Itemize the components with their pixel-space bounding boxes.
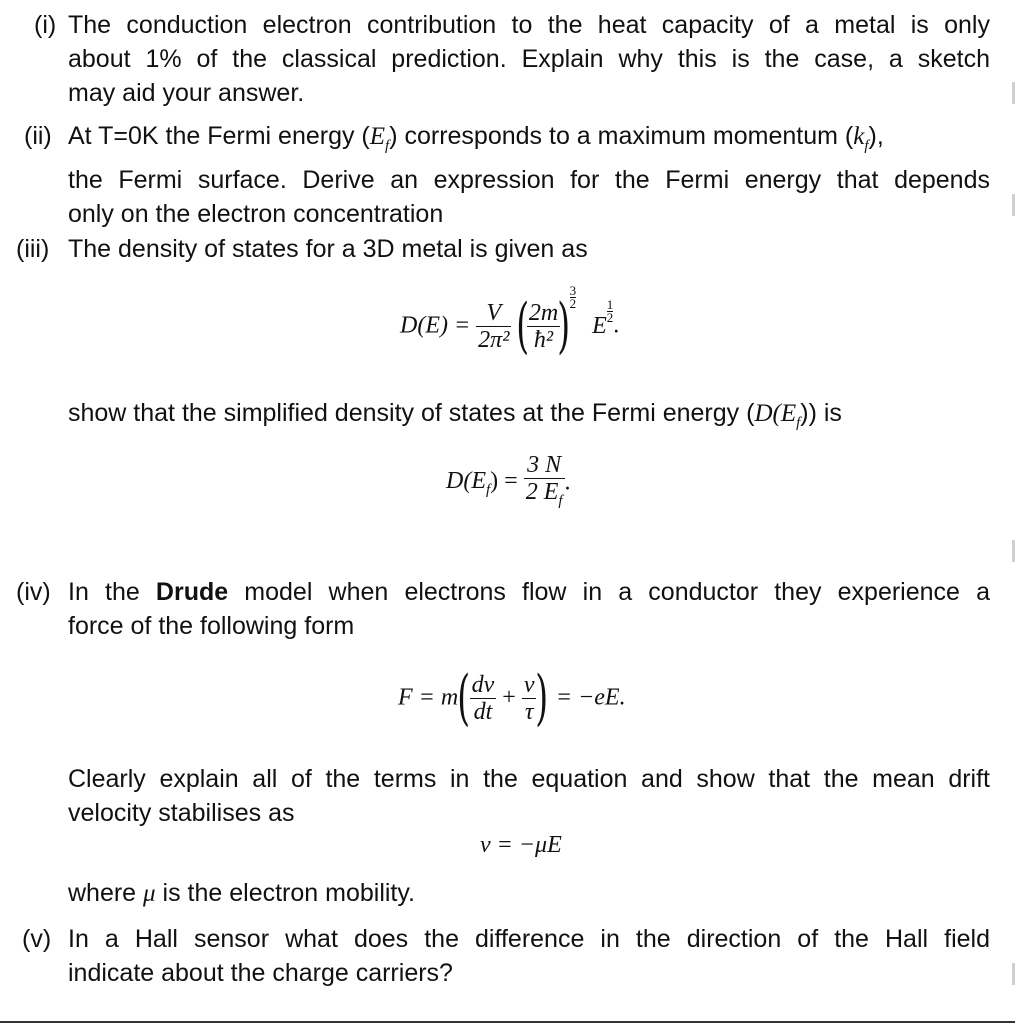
question-5-text [68,922,990,990]
q4-text-a: In the [68,578,156,606]
question-4-where-body [68,876,990,911]
force-fraction-2-denominator: τ [524,698,534,725]
question-4-line-1 [68,575,990,609]
question-3-show [0,396,1015,432]
dos-fraction-1-denominator: 2π² [478,326,510,353]
dos-fraction-2-numerator: 2m [528,299,559,326]
question-4-line-2: force of the following form [68,612,355,640]
dos-exponent: 3 2 [569,283,577,312]
fermi-dos-lhs-end: ) = [490,467,518,494]
question-5 [0,922,1015,992]
question-2-text [68,119,990,231]
dos-fraction-1-numerator: V [476,300,511,327]
question-3-intro-body [68,232,990,266]
fermi-dos-numerator [524,452,565,479]
drude-force-equation [398,663,626,738]
question-4-text [68,575,990,643]
question-2-line-1-wrapper [68,119,884,163]
where-text-b: is the electron mobility. [155,879,415,907]
fermi-dos-denominator-text: 2 E [525,479,559,505]
fermi-dos-denominator [524,479,565,514]
fermi-dos-end: . [564,469,571,496]
fermi-energy-subscript: f [385,138,390,154]
force-fraction-2-numerator: v [523,671,535,698]
drift-velocity: v = −μE [480,832,562,858]
where-text-a: where [68,879,144,907]
question-1-line-3: may aid your answer. [68,79,305,107]
question-5-number: (v) [22,925,52,953]
fermi-dos-denominator-sub: f [558,492,563,509]
dos-end: . [613,312,620,339]
show-text-b: )) is [800,399,842,427]
dos-fraction-1 [476,300,511,353]
show-subscript: f [796,415,801,431]
force-plus: + [502,684,516,711]
question-4-explain-body [68,762,990,830]
drude-bold: Drude [155,578,229,606]
question-2-line-3: only on the electron concentration [68,200,444,228]
q4-explain-line-2: velocity stabilises as [68,799,295,827]
fermi-dos-lhs-sub: f [485,481,491,498]
question-2-text-a: At T=0K the Fermi energy ( [68,122,370,150]
question-2-number: (ii) [24,122,52,150]
question-2-line-1 [68,119,990,163]
question-1-line-1: The conduction electron contribution to the heat capacity of a metal is only [68,11,990,39]
question-5-line-2: indicate about the charge carriers? [68,959,453,987]
question-3-intro-text: The density of states for a 3D metal is given as [68,235,588,263]
question-3-show-body [68,396,990,440]
question-3-intro [0,232,1015,268]
question-4-explain [0,762,1015,832]
force-fraction-1-numerator: dv [471,671,495,698]
question-5-line-1: In a Hall sensor what does the difference in the direction of the Hall field [68,925,990,953]
show-text-a: show that the simplified density of states at the Fermi energy ( [68,399,755,427]
show-symbol: D(E [754,400,797,427]
force-fraction-2 [522,672,537,725]
fermi-energy-symbol: E [369,123,386,150]
question-1-number: (i) [34,11,57,39]
question-3-number: (iii) [16,235,50,263]
question-3-show-line [68,396,990,440]
question-2-text-c: ), [868,122,884,150]
question-1 [0,8,1015,112]
fermi-momentum-symbol: k [853,123,865,150]
force-left-paren: ( [457,663,471,733]
mobility-symbol: μ [143,880,156,907]
dos-fraction-2 [527,300,560,353]
fermi-dos-lhs [446,467,518,498]
drift-velocity-equation [480,832,562,859]
question-2 [0,119,1015,228]
fermi-momentum-subscript: f [864,138,869,154]
left-paren: ( [516,291,530,361]
bottom-rule [0,1021,1015,1023]
question-4-where [0,876,1015,912]
question-1-text [68,8,990,110]
q4-text-b: model when electrons flow in a conductor they experience a [228,578,990,606]
fermi-dos-fraction [524,452,565,514]
question-1-line-2: about 1% of the classical prediction. Explain why this is the case, a sketch [68,45,990,73]
force-fraction-1-denominator: dt [473,698,493,725]
dos-energy: E [592,312,607,339]
force-lhs: F = m [398,684,459,711]
question-2-line-2: the Fermi surface. Derive an expression for the Fermi energy that depends [68,166,990,194]
dos-fraction-2-denominator: ħ² [533,326,554,353]
dos-energy-exponent: 1 2 [606,297,614,326]
dos-lhs: D(E) = [400,312,471,339]
fermi-dos-equation [446,452,571,518]
fermi-dos-numerator-text: 3 N [527,452,562,478]
question-2-text-b: ) corresponds to a maximum momentum ( [389,122,854,150]
q4-where-line [68,876,990,911]
force-fraction-1 [470,672,497,725]
right-paren: ) [557,291,571,361]
force-right-paren: ) [535,663,549,733]
q4-explain-line-1: Clearly explain all of the terms in the equation and show that the mean drift [68,765,990,793]
density-of-states-equation [400,283,620,376]
fermi-dos-lhs-a: D(E [446,467,486,494]
question-4 [0,575,1015,645]
question-4-number: (iv) [16,578,51,606]
force-rhs: = −eE. [555,684,626,711]
